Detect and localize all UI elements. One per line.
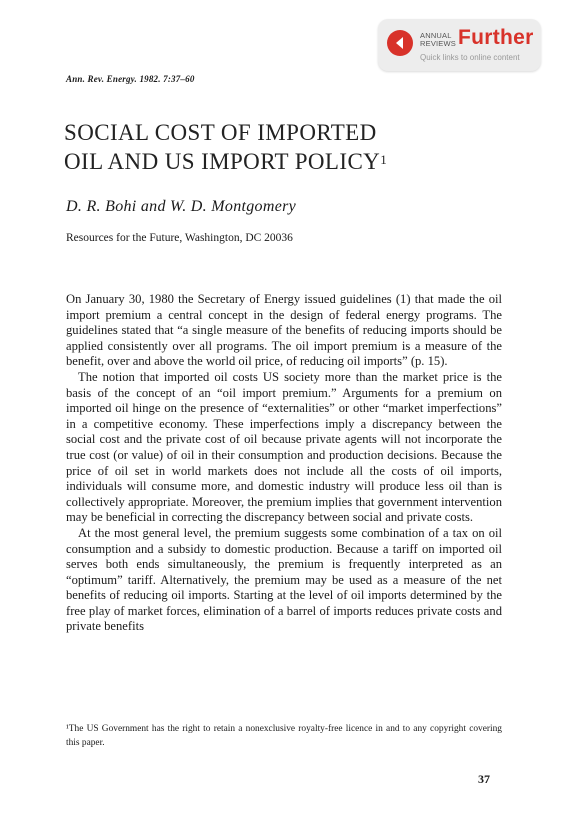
- title-line-1: SOCIAL COST OF IMPORTED: [64, 120, 377, 145]
- play-arrow-icon: [387, 30, 413, 56]
- further-label: Further: [458, 26, 534, 49]
- article-title: [64, 118, 387, 176]
- annual-reviews-further-badge[interactable]: [378, 19, 541, 71]
- annual-reviews-label: ANNUAL REVIEWS: [420, 31, 456, 48]
- paragraph: The notion that imported oil costs US society more than the market price is the basis of the concept of an “oil import premium.” Arguments for a premium on imported oil hinge on the presence of “externalities” or other “market imperfections” in a competitive economy. These imperfections imply a discrepancy between the social cost and the private cost of oil because private agents will not incorporate the true cost (or value) of oil in their consumption and production decisions. Because the price of oil set in world markets does not include all the costs of oil imports, individuals will consume more, and domestic industry will produce less oil than is collectively appropriate. Moreover, the premium implies that government intervention may be beneficial in correcting the discrepancy between social and private costs.: [66, 369, 502, 525]
- article-body: [66, 292, 502, 635]
- paragraph: On January 30, 1980 the Secretary of Energy issued guidelines (1) that made the oil import premium a central concept in the design of federal energy programs. The guidelines stated that “a single measure of the benefits of reducing imports should be applied consistently over all programs. The oil import premium is a measure of the benefit, over and above the world oil price, of reducing oil imports” (p. 15).: [66, 292, 502, 369]
- page-number: 37: [478, 772, 490, 786]
- journal-citation: Ann. Rev. Energy. 1982. 7:37–60: [66, 74, 195, 84]
- footnote: ¹The US Government has the right to retain a nonexclusive royalty-free licence in and to any copyright covering this paper.: [66, 724, 502, 748]
- paragraph: At the most general level, the premium suggests some combination of a tax on oil consumption and a subsidy to domestic production. Because a tariff on imported oil serves both ends simultaneously, the premium is frequently interpreted as an “optimum” tariff. Alternatively, the premium may be used as a measure of the net benefits of reducing oil imports. Starting at the level of oil imports determined by the free play of market forces, elimination of a barrel of imports reduces private costs and private benefits: [66, 525, 502, 634]
- title-footnote-mark: 1: [380, 152, 388, 167]
- title-line-2: [64, 147, 387, 176]
- quick-links-label[interactable]: Quick links to online content: [420, 53, 520, 62]
- affiliation: Resources for the Future, Washington, DC 20036: [66, 232, 293, 244]
- authors: D. R. Bohi and W. D. Montgomery: [66, 198, 297, 215]
- title-line-2-text: OIL AND US IMPORT POLICY: [64, 149, 381, 174]
